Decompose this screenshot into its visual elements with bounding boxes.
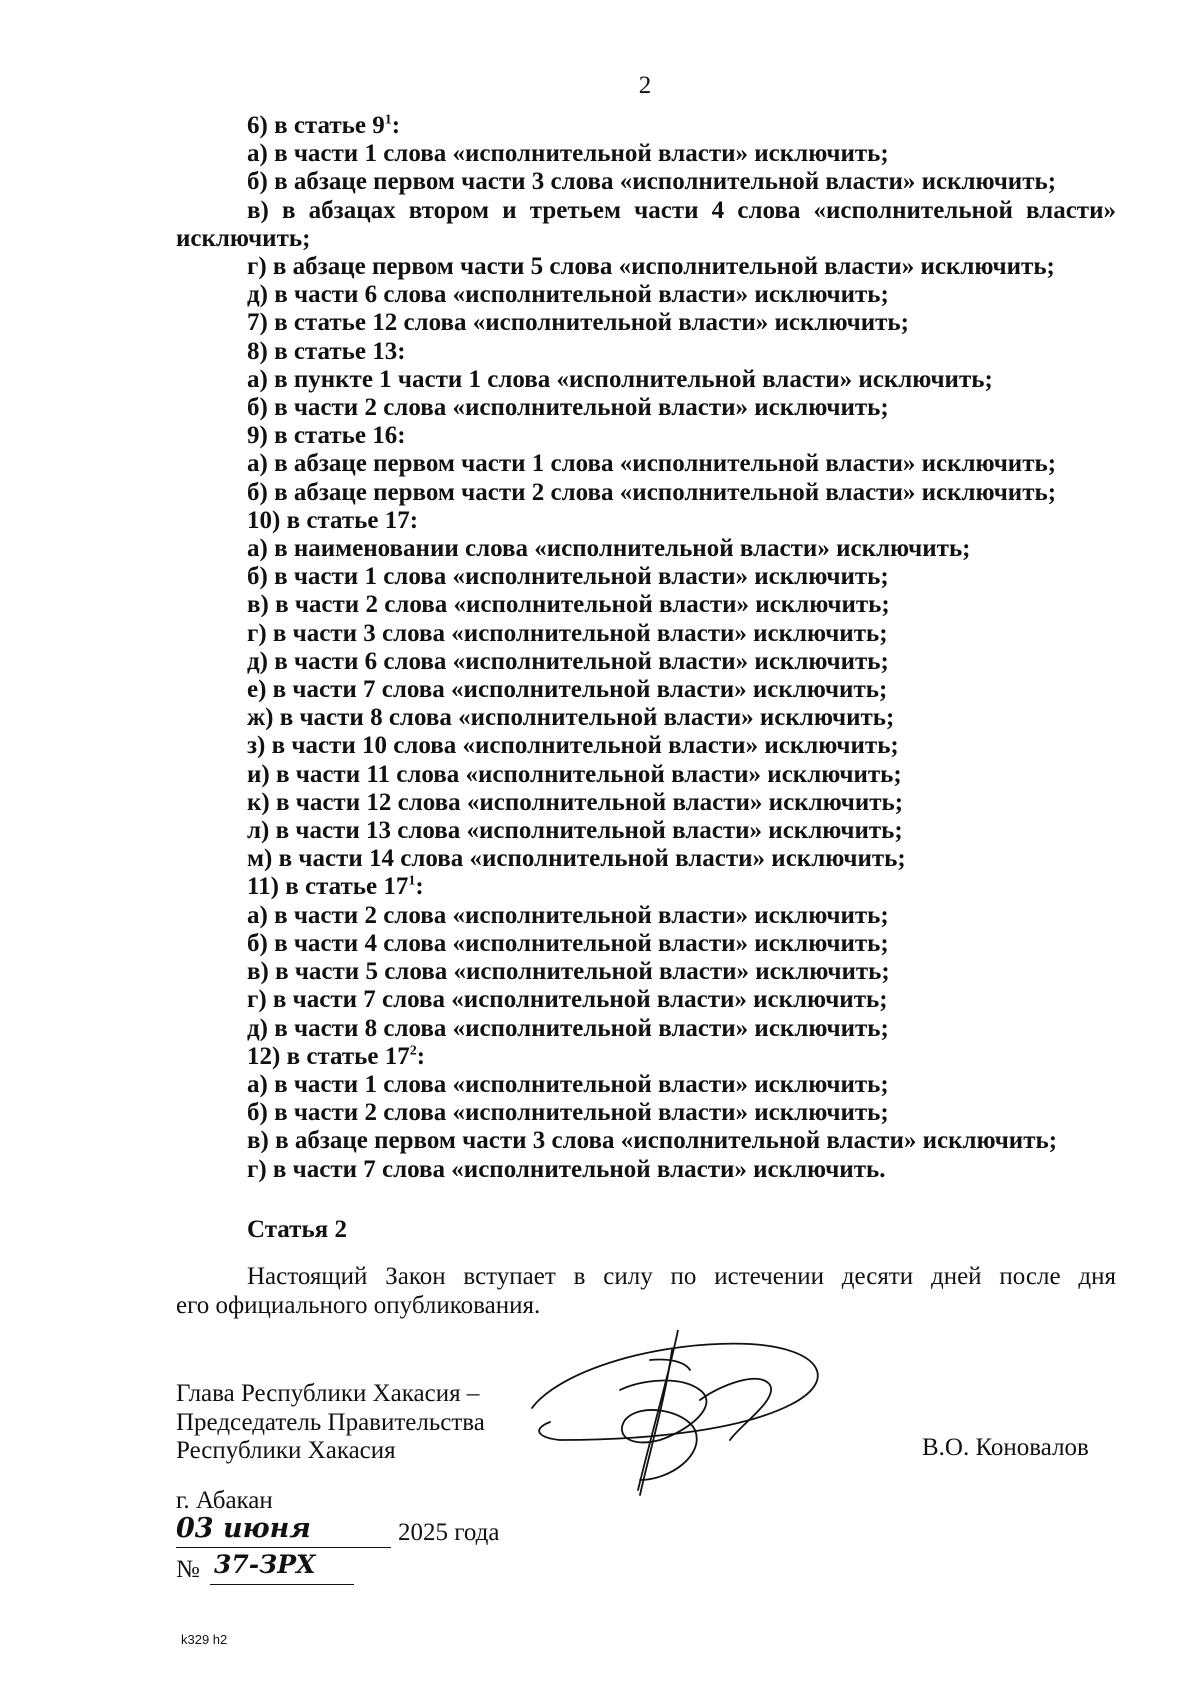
list-item (176, 112, 1116, 140)
handwritten-law-number: 37-ЗРХ (210, 1550, 354, 1585)
list-item (176, 648, 1116, 676)
handwritten-signature (520, 1330, 850, 1500)
list-item (176, 704, 1116, 732)
handwritten-date: 03 июня (176, 1513, 391, 1548)
list-item-text: д) в части 6 слова «исполнительной власти» исключить; (247, 281, 889, 309)
list-item (176, 479, 1116, 507)
list-item-text: исключить; (176, 224, 311, 252)
document-code: k329 h2 (181, 1632, 228, 1647)
list-item (176, 309, 1116, 337)
list-item (176, 281, 1116, 309)
list-item (176, 986, 1116, 1014)
list-item-text: д) в части 8 слова «исполнительной власти» исключить; (247, 1014, 889, 1042)
list-item-text: б) в абзаце первом части 2 слова «исполнительной власти» исключить; (247, 478, 1057, 506)
list-item (176, 507, 1116, 535)
list-item-text: а) в пункте 1 части 1 слова «исполнительной власти» исключить; (247, 365, 993, 393)
list-item-suffix: : (416, 1042, 426, 1070)
list-item (176, 563, 1116, 591)
list-item (176, 535, 1116, 563)
list-item (176, 168, 1116, 196)
list-item-text: а) в абзаце первом части 1 слова «исполнительной власти» исключить; (247, 450, 1057, 478)
list-item-text: б) в абзаце первом части 3 слова «исполнительной власти» исключить; (247, 168, 1057, 196)
list-item-text: 6) в статье 9 (247, 112, 385, 139)
list-item (176, 732, 1116, 760)
superscript: 2 (409, 1043, 417, 1059)
list-item (176, 902, 1116, 930)
signer-name: В.О. Коновалов (922, 1434, 1089, 1461)
place: г. Абакан (176, 1487, 273, 1514)
list-item-text: 12) в статье 17 (247, 1042, 410, 1070)
signer-title-line-1: Глава Республики Хакасия – (176, 1380, 480, 1407)
list-item (176, 366, 1116, 394)
list-item (176, 1071, 1116, 1099)
list-item-text: и) в части 11 слова «исполнительной власти» исключить; (247, 760, 902, 788)
list-item (176, 1156, 1116, 1184)
list-item-text: б) в части 2 слова «исполнительной власти» исключить; (247, 1099, 889, 1127)
list-item (176, 676, 1116, 704)
amendments-list (176, 112, 1116, 1184)
list-item (176, 1099, 1116, 1127)
signer-title-line-2: Председатель Правительства (176, 1408, 485, 1436)
list-item (176, 422, 1116, 450)
list-item-text: 10) в статье 17: (247, 506, 419, 534)
list-item-text: в) в части 2 слова «исполнительной власти» исключить; (247, 591, 890, 619)
list-item (176, 1127, 1116, 1155)
list-item-suffix: : (391, 112, 401, 139)
list-item-text: 7) в статье 12 слова «исполнительной власти» исключить; (247, 309, 909, 337)
list-item (176, 225, 1116, 253)
list-item-text: з) в части 10 слова «исполнительной власти» исключить; (247, 732, 899, 760)
list-item-text: б) в части 4 слова «исполнительной власти» исключить; (247, 929, 889, 957)
list-item-suffix: : (415, 873, 424, 901)
list-item (176, 591, 1116, 619)
list-item-text: в) в части 5 слова «исполнительной власти» исключить; (247, 958, 890, 986)
list-item (176, 761, 1116, 789)
list-item-text: л) в части 13 слова «исполнительной власти» исключить; (247, 817, 903, 845)
list-item-text: в) в абзацах втором и третьем части 4 слова «исполнительной власти» (247, 196, 1116, 224)
list-item-text: а) в части 1 слова «исполнительной власти» исключить; (247, 1070, 889, 1098)
list-item (176, 450, 1116, 478)
list-item-text: б) в части 1 слова «исполнительной власти» исключить; (247, 563, 889, 591)
list-item-text: д) в части 6 слова «исполнительной власти» исключить; (247, 647, 889, 675)
list-item-text: в) в абзаце первом части 3 слова «исполнительной власти» исключить; (247, 1127, 1058, 1155)
paragraph-line-1: Настоящий Закон вступает в силу по истечении десяти дней после дня (247, 1263, 1116, 1290)
number-sign: № (176, 1556, 200, 1583)
date-year: 2025 года (398, 1519, 500, 1546)
list-item (176, 620, 1116, 648)
list-item (176, 817, 1116, 845)
paragraph-line-2: его официального опубликования. (176, 1292, 541, 1319)
list-item-text: г) в части 7 слова «исполнительной власти» исключить; (247, 986, 888, 1014)
signer-title (176, 1380, 485, 1466)
list-item-text: к) в части 12 слова «исполнительной власти» исключить; (247, 788, 904, 816)
list-item-text: 8) в статье 13: (247, 337, 406, 365)
list-item-text: ж) в части 8 слова «исполнительной власти» исключить; (247, 704, 895, 732)
list-item-text: 9) в статье 16: (247, 422, 406, 450)
list-item (176, 1015, 1116, 1043)
list-item-text: а) в части 1 слова «исполнительной власти» исключить; (247, 140, 889, 168)
list-item-text: е) в части 7 слова «исполнительной власти» исключить; (247, 676, 888, 704)
superscript: 1 (408, 874, 416, 890)
list-item (176, 197, 1116, 225)
list-item-text: г) в абзаце первом части 5 слова «исполнительной власти» исключить; (247, 253, 1055, 281)
superscript: 1 (384, 112, 392, 128)
list-item (176, 845, 1116, 873)
list-item (176, 394, 1116, 422)
list-item-text: 11) в статье 17 (247, 873, 409, 901)
list-item (176, 140, 1116, 168)
list-item (176, 338, 1116, 366)
list-item-text: м) в части 14 слова «исполнительной власти» исключить; (247, 845, 906, 873)
list-item (176, 930, 1116, 958)
article-heading: Статья 2 (247, 1216, 347, 1243)
list-item-text: г) в части 3 слова «исполнительной власти» исключить; (247, 619, 888, 647)
article-paragraph (176, 1262, 1116, 1320)
list-item (176, 873, 1116, 901)
list-item (176, 253, 1116, 281)
list-item-text: б) в части 2 слова «исполнительной власти» исключить; (247, 394, 889, 422)
list-item-text: г) в части 7 слова «исполнительной власти» исключить. (247, 1155, 886, 1183)
list-item (176, 1043, 1116, 1071)
list-item (176, 789, 1116, 817)
page-number: 2 (638, 72, 652, 99)
list-item-text: а) в части 2 слова «исполнительной власти» исключить; (247, 901, 889, 929)
list-item-text: а) в наименовании слова «исполнительной власти» исключить; (247, 535, 971, 563)
list-item (176, 958, 1116, 986)
signer-title-line-3: Республики Хакасия (176, 1437, 396, 1464)
